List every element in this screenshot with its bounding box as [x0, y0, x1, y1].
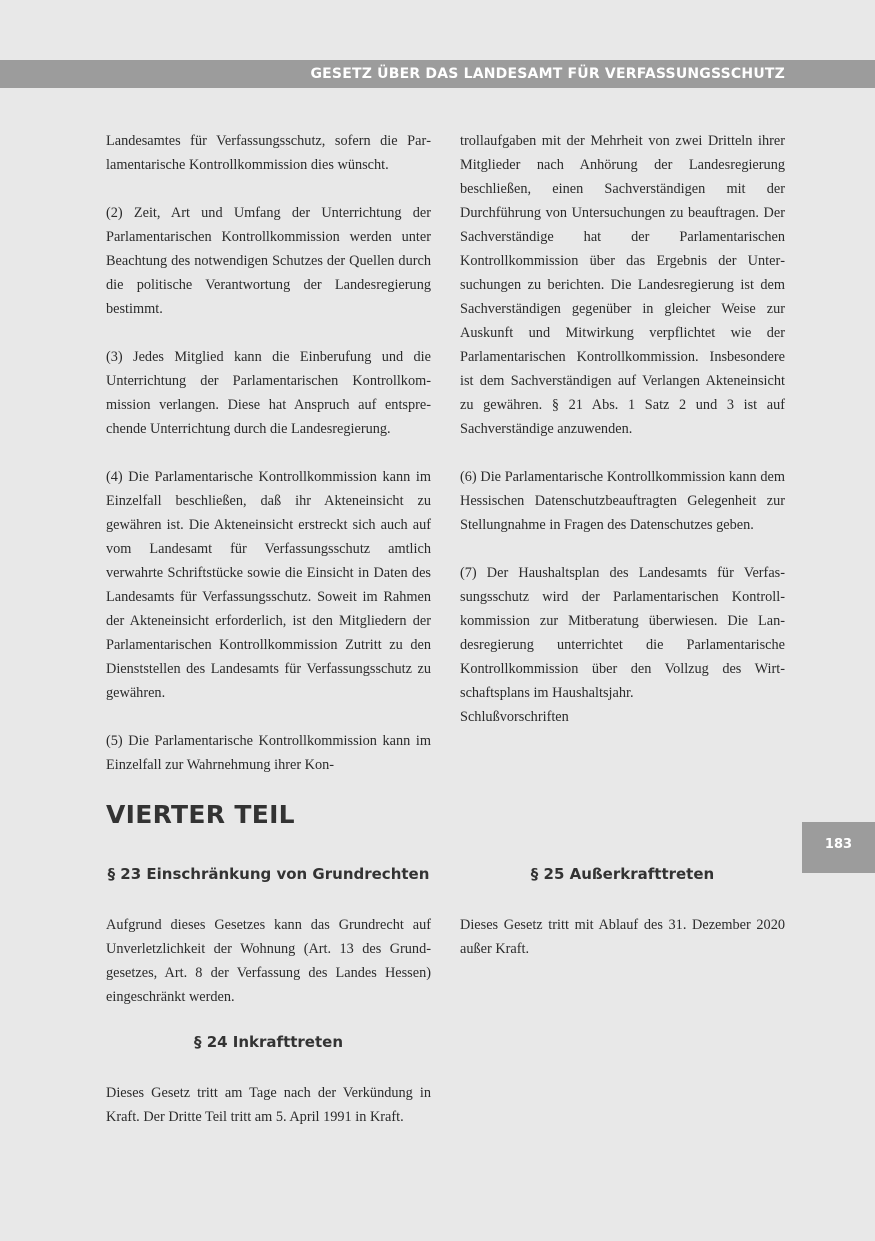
paragraph-continuation: Landesamtes für Verfassungsschutz, sofern die Parlamentarische Kontrollkommission dies wünscht. — [106, 133, 431, 173]
page-number-tab — [802, 822, 875, 873]
left-column — [106, 129, 431, 777]
paragraph-4: (4) Die Parlamentarische Kontrollkommission kann im Einzelfall beschließen, daß ihr Akteneinsicht zu gewähren ist. Die Akteneinsicht erstreckt sich auch auf vom Landesamt für Verfassungsschutz amtlich verwahrte Schriftstücke sowie die Einsicht in Daten des Landesamts für Verfassungsschutz. Soweit im Rahmen der Akteneinsicht erforderlich, ist den Mitgliedern der Parlamentarischen Kontrollkommission Zutritt zu den Dienststellen des Landesamts für Verfassungsschutz zu gewähren. — [106, 469, 431, 701]
paragraph-5: (5) Die Parlamentarische Kontrollkommission kann im Einzelfall zur Wahrnehmung ihrer Kon- — [106, 733, 431, 773]
paragraph-6: (6) Die Parlamentarische Kontrollkommission kann dem Hessischen Datenschutzbeauftragten Gelegenheit zur Stellungnahme in Fragen des Datenschutzes geben. — [460, 469, 785, 533]
paragraph-5-continuation: trollaufgaben mit der Mehrheit von zwei Dritteln ihrer Mitglieder nach Anhörung der Landesregierung beschließen, einen Sachverständigen mit der Durchführung von Untersuchungen zu beauftragen. Der Sachverständige hat der Parlamentarischen Kontrollkommission über das Ergebnis der Untersuchungen zu berichten. Die Landesregierung ist dem Sachverständigen gegenüber in gleicher Weise zur Auskunft und Mitwirkung verpflichtet wie der Parlamentarischen Kontrollkommission. Insbesondere ist dem Sachverständigen auf Verlangen Akteneinsicht zu gewähren. § 21 Abs. 1 Satz 2 und 3 ist auf Sachverständige anzuwenden. — [460, 133, 785, 437]
part-title: VIERTER TEIL — [106, 800, 295, 829]
paragraph-3: (3) Jedes Mitglied kann die Einberufung und die Unterrichtung der Parlamentarischen Kontrollkommission verlangen. Diese hat Anspruch auf entsprechende Unterrichtung durch die Landesregierung. — [106, 349, 431, 437]
section-24-title: § 24 Inkrafttreten — [193, 1033, 344, 1051]
section-23-text: Aufgrund dieses Gesetzes kann das Grundrecht auf Unverletzlichkeit der Wohnung (Art. 13 des Grundgesetzes, Art. 8 der Verfassung des Landes Hessen) eingeschränkt werden. — [106, 917, 431, 1005]
right-column — [460, 129, 785, 729]
section-24-text: Dieses Gesetz tritt am Tage nach der Verkündung in Kraft. Der Dritte Teil tritt am 5. April 1991 in Kraft. — [106, 1085, 431, 1125]
paragraph-2: (2) Zeit, Art und Umfang der Unterrichtung der Parlamentarischen Kontrollkommission werden unter Beachtung des notwendigen Schutzes der Quellen durch die politische Verantwortung der Landesregierung bestimmt. — [106, 205, 431, 317]
section-25-text: Dieses Gesetz tritt mit Ablauf des 31. Dezember 2020 außer Kraft. — [460, 917, 785, 957]
section-25-title: § 25 Außerkrafttreten — [530, 865, 715, 883]
trailing-line: Schlußvorschriften — [460, 709, 569, 725]
paragraph-7: (7) Der Haushaltsplan des Landesamts für Verfassungsschutz wird der Parlamentarischen Kontrollkommission zur Mitberatung überwiesen. Die Landesregierung unterrichtet die Parlamentarische Kontrollkommission über den Vollzug des Wirtschaftsplans im Haushaltsjahr. — [460, 565, 785, 701]
running-header — [0, 60, 875, 88]
running-header-title: GESETZ ÜBER DAS LANDESAMT FÜR VERFASSUNGSSCHUTZ — [310, 66, 785, 82]
page-number: 183 — [824, 837, 853, 852]
section-23-title: § 23 Einschränkung von Grundrechten — [107, 865, 430, 883]
